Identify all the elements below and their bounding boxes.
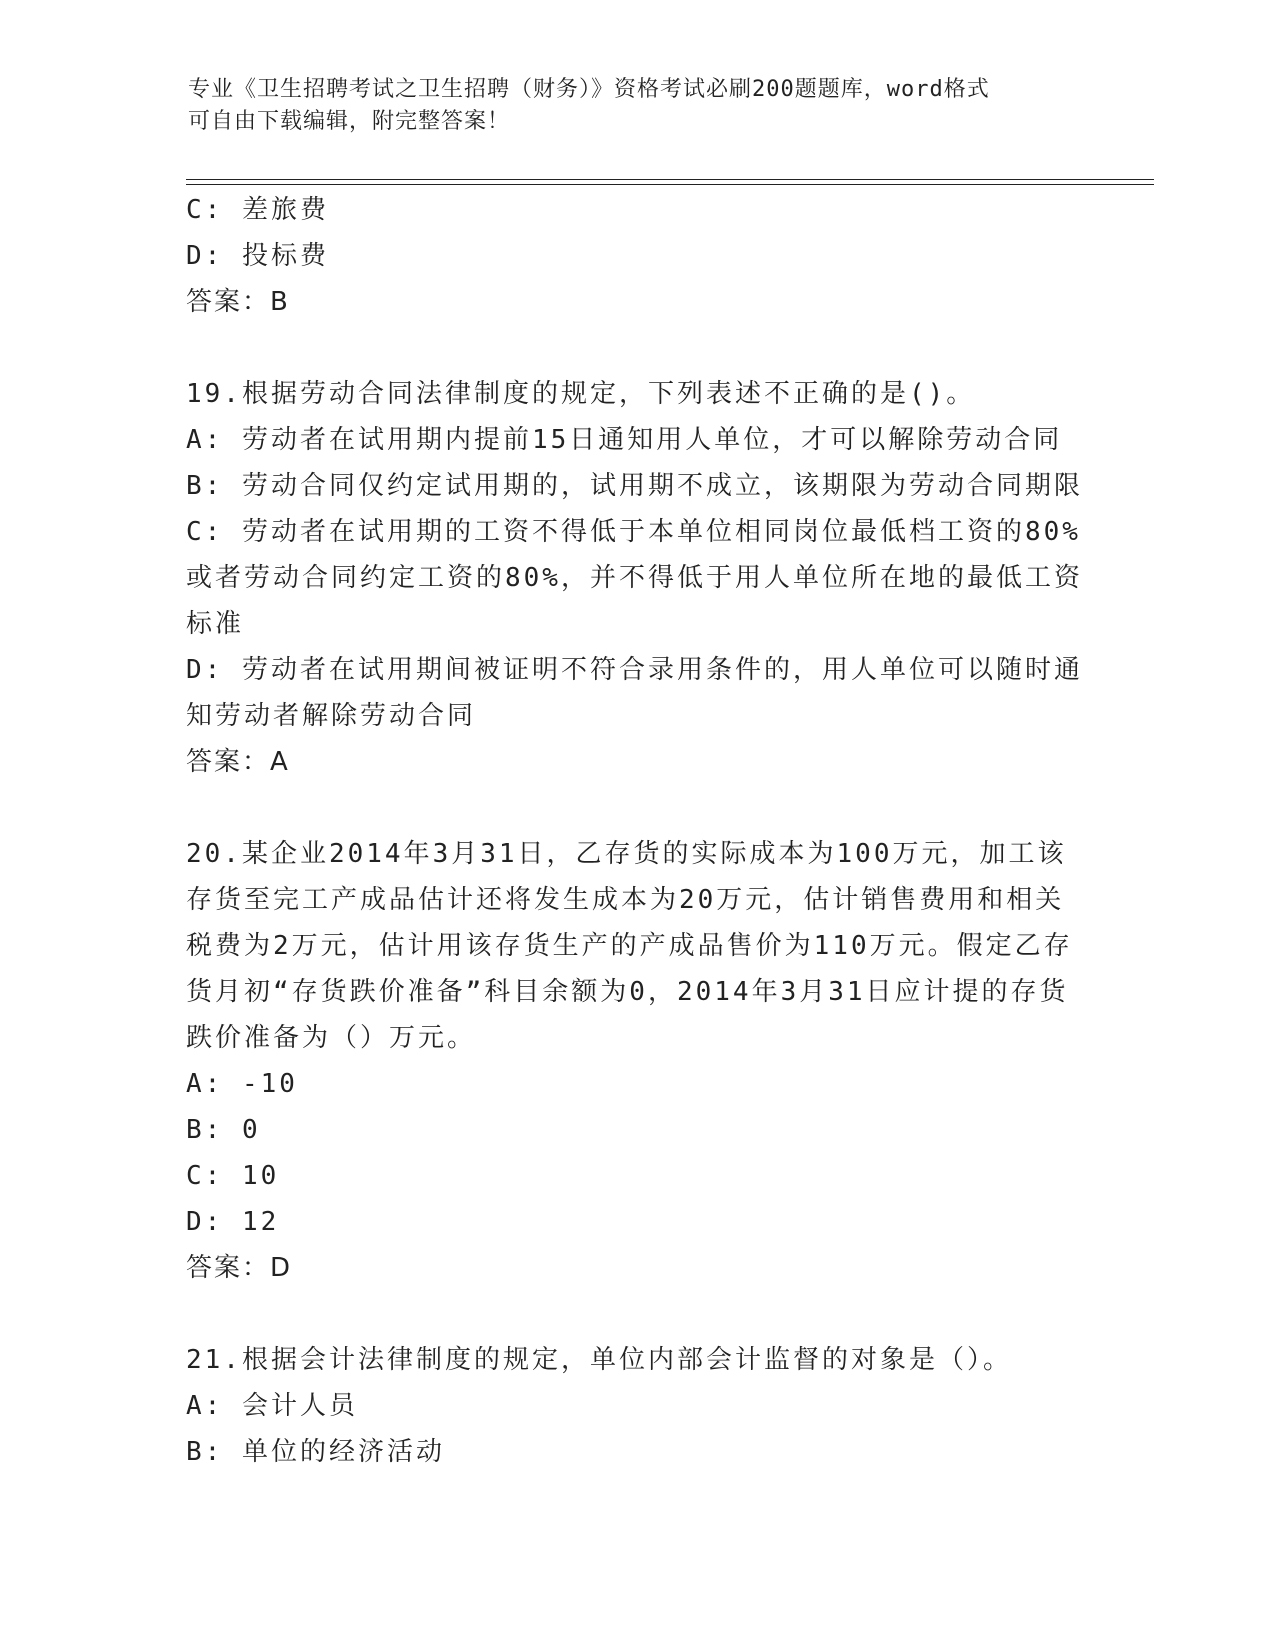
question-19 — [186, 371, 1086, 785]
option-c: C: 劳动者在试用期的工资不得低于本单位相同岗位最低档工资的80%或者劳动合同约定工资的80%，并不得低于用人单位所在地的最低工资标准 — [186, 517, 1083, 639]
question-stem: 19.根据劳动合同法律制度的规定，下列表述不正确的是()。 — [186, 379, 976, 409]
option-b: B: 单位的经济活动 — [186, 1437, 445, 1467]
option-d: D: 劳动者在试用期间被证明不符合录用条件的，用人单位可以随时通知劳动者解除劳动合同 — [186, 655, 1083, 731]
option-a: A: 劳动者在试用期内提前15日通知用人单位，才可以解除劳动合同 — [186, 425, 1063, 455]
answer-line: 答案：A — [186, 747, 290, 777]
question-content — [186, 187, 1086, 1475]
option-d: D: 投标费 — [186, 241, 329, 271]
option-b: B: 劳动合同仅约定试用期的，试用期不成立，该期限为劳动合同期限 — [186, 471, 1083, 501]
header-line-1: 专业《卫生招聘考试之卫生招聘（财务）》资格考试必刷200题题库，word格式 — [188, 77, 990, 102]
header-divider-bottom — [186, 184, 1154, 185]
option-a: A: 会计人员 — [186, 1391, 358, 1421]
document-header — [188, 74, 1068, 138]
header-line-2: 可自由下载编辑，附完整答案！ — [188, 109, 511, 134]
previous-question-tail — [186, 187, 1086, 325]
answer-line: 答案：B — [186, 287, 290, 317]
question-stem: 21.根据会计法律制度的规定，单位内部会计监督的对象是（）。 — [186, 1345, 1012, 1375]
question-20 — [186, 831, 1086, 1291]
question-21 — [186, 1337, 1086, 1475]
option-d: D: 12 — [186, 1207, 280, 1237]
question-stem: 20.某企业2014年3月31日，乙存货的实际成本为100万元，加工该存货至完工产成品估计还将发生成本为20万元，估计销售费用和相关税费为2万元，估计用该存货生产的产成品售价为110万元。假定乙存货月初“存货跌价准备”科目余额为0，2014年3月31日应计提的存货跌价准备为（）万元。 — [186, 839, 1073, 1053]
spacer — [186, 325, 1086, 371]
answer-line: 答案：D — [186, 1253, 293, 1283]
option-c: C: 差旅费 — [186, 195, 329, 225]
header-divider-top — [186, 179, 1154, 180]
option-c: C: 10 — [186, 1161, 280, 1191]
spacer — [186, 785, 1086, 831]
option-b: B: 0 — [186, 1115, 261, 1145]
option-a: A: -10 — [186, 1069, 298, 1099]
spacer — [186, 1291, 1086, 1337]
